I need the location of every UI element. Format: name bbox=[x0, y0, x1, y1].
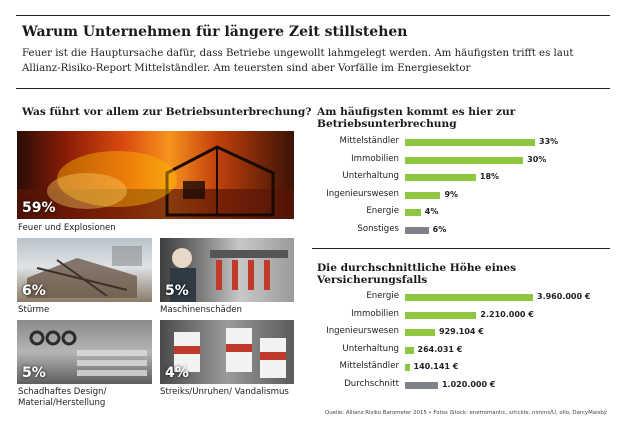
fire-percent: 59% bbox=[22, 200, 56, 216]
bar-label: Immobilien bbox=[351, 308, 399, 319]
bar bbox=[405, 139, 535, 146]
page-title: Warum Unternehmen für längere Zeit stillstehen bbox=[22, 24, 408, 40]
bar bbox=[405, 329, 435, 336]
bar-label: Mittelständler bbox=[339, 136, 399, 146]
bar bbox=[405, 312, 476, 319]
strike-percent: 4% bbox=[165, 365, 189, 381]
page-subtitle: Feuer ist die Hauptursache dafür, dass Betriebe ungewollt lahmgelegt werden. Am häufigsten trifft es laut Allianz-Risiko-Report Mittelständler. Am teuersten sind aber Vorfälle im Energiesektor bbox=[22, 48, 574, 74]
machine-percent: 5% bbox=[165, 283, 189, 299]
bar-value-label: 929.104 € bbox=[439, 327, 484, 336]
fire-photo bbox=[17, 131, 294, 219]
bar-label: Unterhaltung bbox=[342, 343, 399, 354]
bar bbox=[405, 364, 410, 371]
fire-caption: Feuer und Explosionen bbox=[18, 223, 116, 233]
bar bbox=[405, 347, 414, 354]
frequency-chart-title: Am häufigsten kommt es hier zur Betriebsunterbrechung bbox=[317, 106, 516, 130]
bar-value-label: 18% bbox=[479, 172, 500, 181]
machine-caption: Maschinenschäden bbox=[160, 305, 243, 315]
bar-value-label: 33% bbox=[539, 137, 559, 146]
top-rule bbox=[16, 15, 610, 16]
bar-label: Ingenieurswesen bbox=[326, 188, 399, 199]
storm-photo bbox=[17, 238, 152, 302]
section-rule bbox=[16, 88, 610, 89]
material-caption: Schadhaftes Design/ Material/Herstellung bbox=[18, 387, 107, 408]
bar-label: Mittelständler bbox=[339, 361, 399, 371]
bar bbox=[405, 227, 429, 234]
machine-photo bbox=[160, 238, 294, 302]
chart-divider bbox=[312, 248, 610, 249]
bar-value-label: 3.960.000 € bbox=[537, 292, 591, 301]
bar-value-label: 30% bbox=[527, 154, 547, 164]
bar bbox=[405, 382, 438, 389]
bar-value-label: 9% bbox=[444, 189, 459, 199]
source-note: Quelle: Allianz Risiko Barometer 2015 • Fotos iStock: enetromantic, srtickle, nimms/U, ollo, DarcyMaisby bbox=[325, 410, 607, 416]
material-photo bbox=[17, 320, 152, 384]
bar-value-label: 1.020.000 € bbox=[441, 379, 496, 389]
bar-value-label: 2.210.000 € bbox=[480, 309, 534, 319]
storm-percent: 6% bbox=[22, 283, 46, 299]
bar bbox=[405, 294, 533, 301]
material-percent: 5% bbox=[22, 365, 46, 381]
bar-label: Energie bbox=[366, 291, 399, 301]
cost-chart-title: Die durchschnittliche Höhe eines Versicherungsfalls bbox=[317, 262, 517, 286]
bar-value-label: 4% bbox=[424, 207, 439, 216]
bar-value-label: 140.141 € bbox=[413, 362, 459, 371]
strike-photo bbox=[160, 320, 294, 384]
strike-caption: Streiks/Unruhen/ Vandalismus bbox=[160, 387, 289, 397]
causes-heading: Was führt vor allem zur Betriebsunterbrechung? bbox=[22, 106, 312, 118]
burning-house-icon bbox=[17, 131, 294, 219]
bar-label: Durchschnitt bbox=[344, 378, 399, 389]
storm-caption: Stürme bbox=[18, 305, 50, 315]
bar-label: Sonstiges bbox=[357, 223, 399, 234]
bar-label: Ingenieurswesen bbox=[326, 326, 399, 336]
bar-label: Unterhaltung bbox=[342, 171, 399, 181]
bar-value-label: 6% bbox=[432, 224, 447, 234]
bar bbox=[405, 192, 440, 199]
bar bbox=[405, 209, 421, 216]
bar bbox=[405, 174, 476, 181]
bar-label: Energie bbox=[366, 206, 399, 216]
bar-label: Immobilien bbox=[351, 153, 399, 164]
bar bbox=[405, 157, 523, 164]
bar-value-label: 264.031 € bbox=[417, 344, 463, 354]
